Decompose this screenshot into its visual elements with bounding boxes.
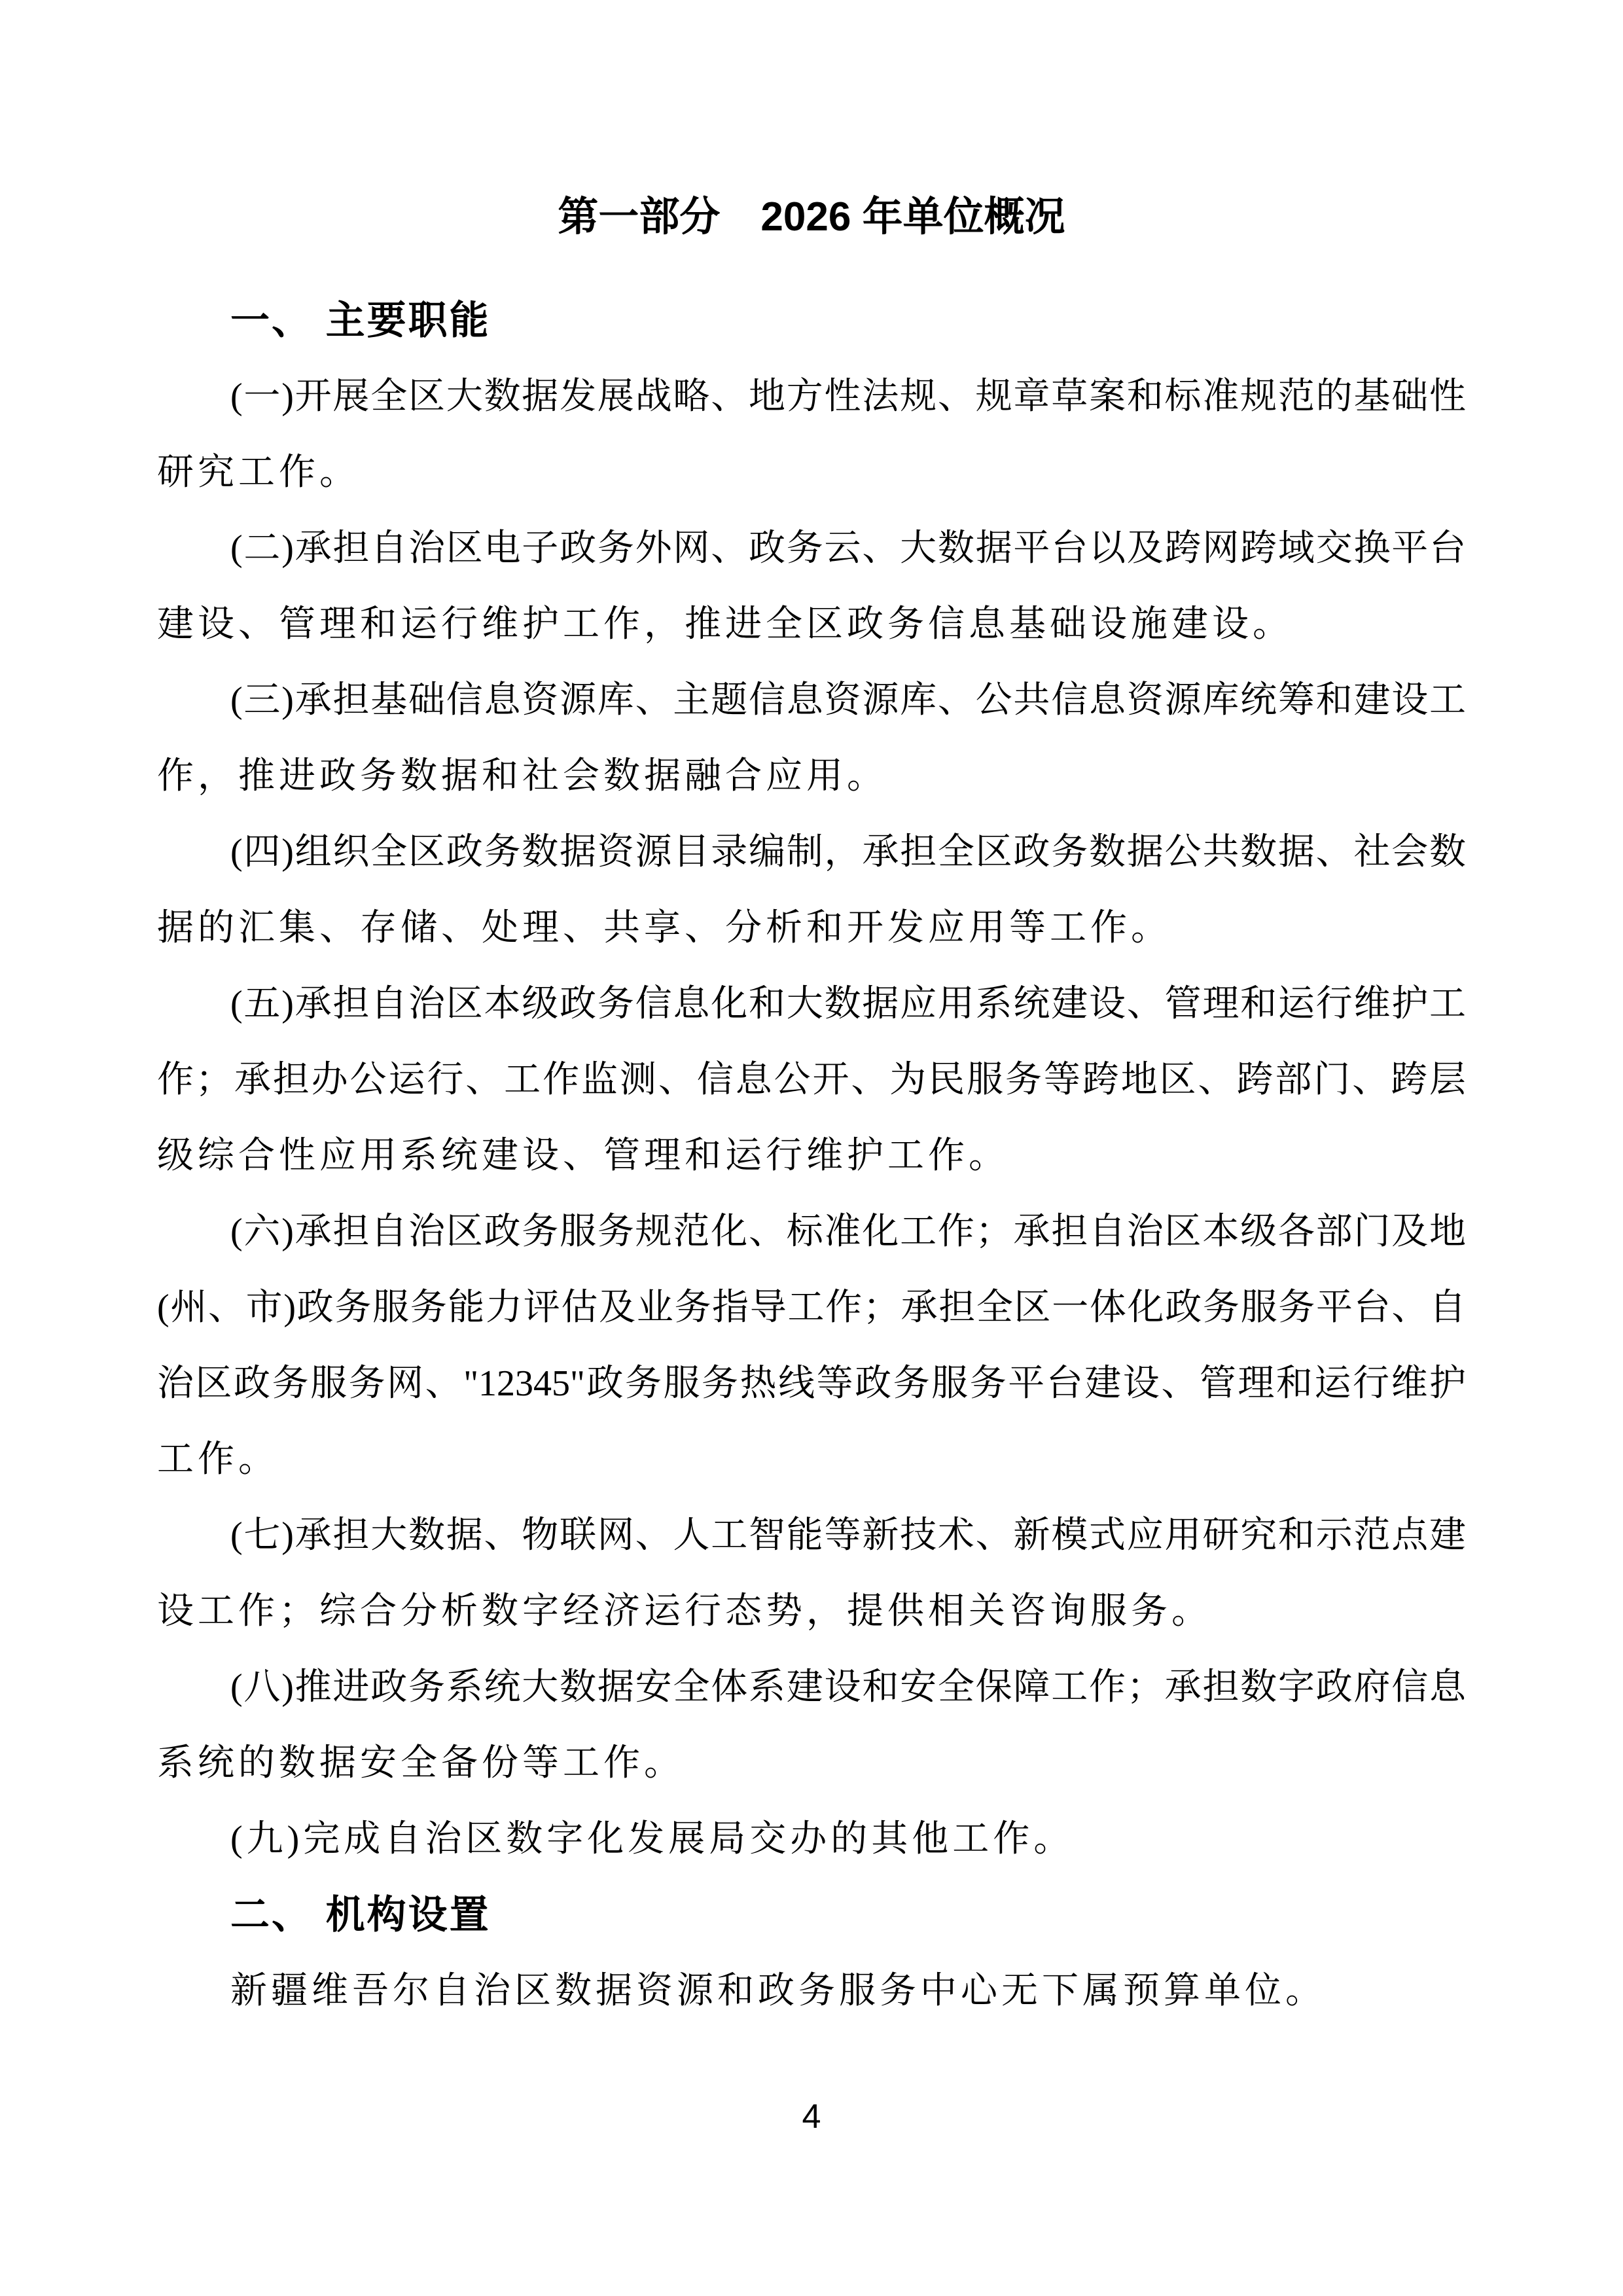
text-line: (九)完成自治区数字化发展局交办的其他工作。: [230, 1819, 1075, 1859]
text-line: 系统的数据安全备份等工作。: [157, 1743, 685, 1784]
text-line: 设工作；综合分析数字经济运行态势，提供相关咨询服务。: [157, 1591, 1212, 1632]
text-line: 建设、管理和运行维护工作，推进全区政务信息基础设施建设。: [157, 604, 1293, 645]
text-line: 级综合性应用系统建设、管理和运行维护工作。: [157, 1136, 1009, 1176]
text-line: (八)推进政务系统大数据安全体系建设和安全保障工作；承担数字政府信息: [230, 1667, 1466, 1708]
document-body: [157, 283, 1466, 2029]
page-title: 第一部分 2026 年单位概况: [558, 194, 1065, 240]
text-line: (三)承担基础信息资源库、主题信息资源库、公共信息资源库统筹和建设工: [230, 680, 1466, 721]
section-heading-main-functions: 一、 主要职能: [230, 298, 491, 342]
text-line: (七)承担大数据、物联网、人工智能等新技术、新模式应用研究和示范点建: [230, 1515, 1466, 1556]
text-line: (六)承担自治区政务服务规范化、标准化工作；承担自治区本级各部门及地: [230, 1211, 1466, 1252]
text-line: 研究工作。: [157, 452, 360, 493]
text-line: 治区政务服务网、"12345"政务服务热线等政务服务平台建设、管理和运行维护: [157, 1363, 1466, 1404]
text-line: 作；承担办公运行、工作监测、信息公开、为民服务等跨地区、跨部门、跨层: [157, 1060, 1466, 1100]
text-line: 工作。: [157, 1439, 279, 1480]
page-number: 4: [802, 2098, 821, 2136]
text-line: (四)组织全区政务数据资源目录编制，承担全区政务数据公共数据、社会数: [230, 832, 1466, 872]
text-line: (一)开展全区大数据发展战略、地方性法规、规章草案和标准规范的基础性: [230, 376, 1466, 417]
text-line: (五)承担自治区本级政务信息化和大数据应用系统建设、管理和运行维护工: [230, 984, 1466, 1024]
text-line: 新疆维吾尔自治区数据资源和政务服务中心无下属预算单位。: [230, 1971, 1326, 2011]
text-line: 作，推进政务数据和社会数据融合应用。: [157, 756, 887, 797]
section-heading-organization: 二、 机构设置: [230, 1893, 491, 1937]
text-line: (州、市)政务服务能力评估及业务指导工作；承担全区一体化政务服务平台、自: [157, 1287, 1466, 1328]
text-line: 据的汇集、存储、处理、共享、分析和开发应用等工作。: [157, 908, 1171, 948]
text-line: (二)承担自治区电子政务外网、政务云、大数据平台以及跨网跨域交换平台: [230, 528, 1466, 569]
